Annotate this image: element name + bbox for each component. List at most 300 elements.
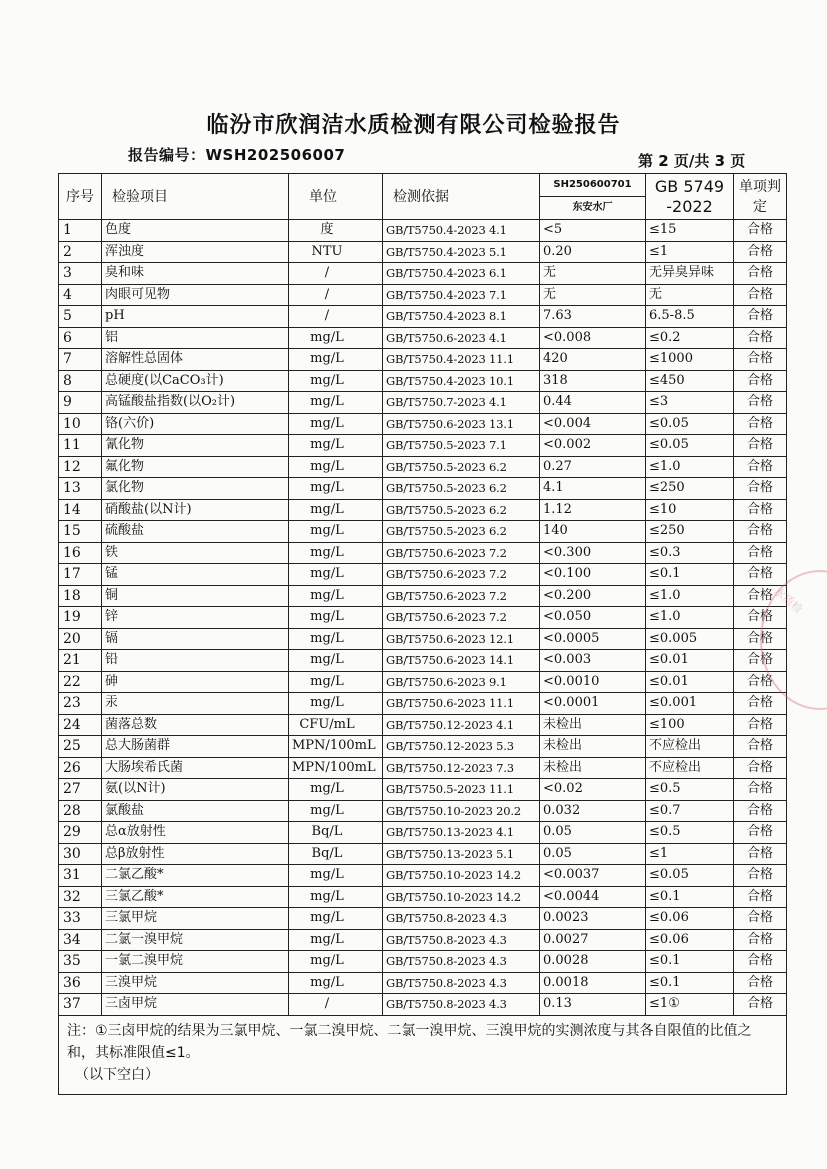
row-limit: ≤0.01 bbox=[646, 650, 734, 672]
row-limit: ≤15 bbox=[646, 220, 734, 242]
row-basis: GB/T5750.12-2023 5.3 bbox=[383, 736, 540, 758]
row-limit: 不应检出 bbox=[646, 757, 734, 779]
row-verdict: 合格 bbox=[734, 456, 787, 478]
row-limit: 无异臭异味 bbox=[646, 263, 734, 285]
row-index: 22 bbox=[59, 671, 102, 693]
table-row bbox=[59, 800, 787, 822]
row-result: <5 bbox=[540, 220, 646, 242]
row-verdict: 合格 bbox=[734, 542, 787, 564]
row-basis: GB/T5750.7-2023 4.1 bbox=[383, 392, 540, 414]
row-basis: GB/T5750.8-2023 4.3 bbox=[383, 908, 540, 930]
report-number-label: 报告编号： bbox=[128, 146, 206, 164]
row-limit: ≤0.2 bbox=[646, 327, 734, 349]
row-unit: mg/L bbox=[289, 327, 383, 349]
table-row bbox=[59, 843, 787, 865]
row-unit: mg/L bbox=[289, 908, 383, 930]
table-row bbox=[59, 413, 787, 435]
row-limit: ≤0.005 bbox=[646, 628, 734, 650]
row-unit: mg/L bbox=[289, 349, 383, 371]
table-row bbox=[59, 972, 787, 994]
row-index: 32 bbox=[59, 886, 102, 908]
table-row bbox=[59, 392, 787, 414]
row-verdict: 合格 bbox=[734, 585, 787, 607]
table-header-row bbox=[59, 174, 787, 197]
row-index: 33 bbox=[59, 908, 102, 930]
row-index: 19 bbox=[59, 607, 102, 629]
header-sample-id: SH250600701 bbox=[540, 174, 646, 197]
row-limit: ≤0.5 bbox=[646, 779, 734, 801]
table-row bbox=[59, 929, 787, 951]
row-item: 总β放射性 bbox=[102, 843, 289, 865]
table-row bbox=[59, 650, 787, 672]
row-basis: GB/T5750.6-2023 7.2 bbox=[383, 542, 540, 564]
row-verdict: 合格 bbox=[734, 865, 787, 887]
row-unit: / bbox=[289, 263, 383, 285]
row-index: 35 bbox=[59, 951, 102, 973]
table-row bbox=[59, 478, 787, 500]
table-row bbox=[59, 241, 787, 263]
row-index: 3 bbox=[59, 263, 102, 285]
row-unit: / bbox=[289, 284, 383, 306]
row-verdict: 合格 bbox=[734, 607, 787, 629]
row-limit: ≤250 bbox=[646, 521, 734, 543]
row-result: <0.300 bbox=[540, 542, 646, 564]
row-item: 铝 bbox=[102, 327, 289, 349]
row-basis: GB/T5750.8-2023 4.3 bbox=[383, 994, 540, 1016]
row-limit: ≤1.0 bbox=[646, 456, 734, 478]
row-verdict: 合格 bbox=[734, 650, 787, 672]
row-limit: ≤0.001 bbox=[646, 693, 734, 715]
row-basis: GB/T5750.8-2023 4.3 bbox=[383, 972, 540, 994]
row-verdict: 合格 bbox=[734, 478, 787, 500]
row-limit: ≤0.1 bbox=[646, 951, 734, 973]
row-item: 三溴甲烷 bbox=[102, 972, 289, 994]
row-unit: mg/L bbox=[289, 951, 383, 973]
table-row bbox=[59, 456, 787, 478]
row-limit: ≤0.5 bbox=[646, 822, 734, 844]
row-unit: mg/L bbox=[289, 671, 383, 693]
row-unit: mg/L bbox=[289, 650, 383, 672]
row-result: <0.0010 bbox=[540, 671, 646, 693]
row-limit: ≤0.06 bbox=[646, 908, 734, 930]
row-result: <0.0044 bbox=[540, 886, 646, 908]
row-unit: mg/L bbox=[289, 929, 383, 951]
table-row bbox=[59, 220, 787, 242]
row-result: 未检出 bbox=[540, 757, 646, 779]
row-item: 三氯乙酸* bbox=[102, 886, 289, 908]
row-unit: mg/L bbox=[289, 886, 383, 908]
row-limit: ≤1① bbox=[646, 994, 734, 1016]
row-basis: GB/T5750.13-2023 4.1 bbox=[383, 822, 540, 844]
table-row bbox=[59, 822, 787, 844]
row-basis: GB/T5750.12-2023 4.1 bbox=[383, 714, 540, 736]
row-index: 13 bbox=[59, 478, 102, 500]
row-item: 铁 bbox=[102, 542, 289, 564]
row-result: <0.200 bbox=[540, 585, 646, 607]
report-number-value: WSH202506007 bbox=[205, 146, 346, 164]
row-verdict: 合格 bbox=[734, 822, 787, 844]
row-limit: ≤1 bbox=[646, 843, 734, 865]
row-unit: mg/L bbox=[289, 456, 383, 478]
row-limit: 6.5-8.5 bbox=[646, 306, 734, 328]
header-verdict: 单项判定 bbox=[734, 174, 787, 220]
row-index: 24 bbox=[59, 714, 102, 736]
row-item: 二氯乙酸* bbox=[102, 865, 289, 887]
table-row bbox=[59, 327, 787, 349]
row-verdict: 合格 bbox=[734, 564, 787, 586]
page-indicator: 第 2 页/共 3 页 bbox=[638, 152, 746, 170]
row-verdict: 合格 bbox=[734, 671, 787, 693]
row-item: 大肠埃希氏菌 bbox=[102, 757, 289, 779]
row-item: 硫酸盐 bbox=[102, 521, 289, 543]
row-verdict: 合格 bbox=[734, 972, 787, 994]
row-verdict: 合格 bbox=[734, 435, 787, 457]
results-table bbox=[58, 173, 787, 1095]
row-item: 肉眼可见物 bbox=[102, 284, 289, 306]
row-basis: GB/T5750.10-2023 14.2 bbox=[383, 865, 540, 887]
table-row bbox=[59, 779, 787, 801]
row-limit: ≤1.0 bbox=[646, 585, 734, 607]
row-result: 0.0023 bbox=[540, 908, 646, 930]
row-verdict: 合格 bbox=[734, 800, 787, 822]
row-unit: mg/L bbox=[289, 585, 383, 607]
header-standard-line1: GB 5749 bbox=[654, 176, 725, 196]
row-index: 18 bbox=[59, 585, 102, 607]
row-item: 氯化物 bbox=[102, 478, 289, 500]
row-item: 锌 bbox=[102, 607, 289, 629]
row-basis: GB/T5750.6-2023 9.1 bbox=[383, 671, 540, 693]
row-basis: GB/T5750.4-2023 7.1 bbox=[383, 284, 540, 306]
row-basis: GB/T5750.4-2023 6.1 bbox=[383, 263, 540, 285]
table-row bbox=[59, 542, 787, 564]
table-row bbox=[59, 714, 787, 736]
row-unit: Bq/L bbox=[289, 822, 383, 844]
row-limit: ≤1.0 bbox=[646, 607, 734, 629]
row-basis: GB/T5750.12-2023 7.3 bbox=[383, 757, 540, 779]
row-verdict: 合格 bbox=[734, 413, 787, 435]
table-row bbox=[59, 671, 787, 693]
row-verdict: 合格 bbox=[734, 843, 787, 865]
table-row bbox=[59, 585, 787, 607]
row-result: 7.63 bbox=[540, 306, 646, 328]
table-row bbox=[59, 306, 787, 328]
row-item: 色度 bbox=[102, 220, 289, 242]
row-basis: GB/T5750.8-2023 4.3 bbox=[383, 929, 540, 951]
row-index: 16 bbox=[59, 542, 102, 564]
row-result: 0.20 bbox=[540, 241, 646, 263]
row-verdict: 合格 bbox=[734, 241, 787, 263]
row-unit: Bq/L bbox=[289, 843, 383, 865]
notes-cell bbox=[59, 1015, 787, 1094]
row-item: 菌落总数 bbox=[102, 714, 289, 736]
row-item: 铬(六价) bbox=[102, 413, 289, 435]
row-item: 二氯一溴甲烷 bbox=[102, 929, 289, 951]
row-limit: ≤10 bbox=[646, 499, 734, 521]
row-index: 37 bbox=[59, 994, 102, 1016]
row-verdict: 合格 bbox=[734, 327, 787, 349]
row-basis: GB/T5750.5-2023 7.1 bbox=[383, 435, 540, 457]
row-item: 总大肠菌群 bbox=[102, 736, 289, 758]
table-row bbox=[59, 284, 787, 306]
row-basis: GB/T5750.6-2023 12.1 bbox=[383, 628, 540, 650]
row-index: 6 bbox=[59, 327, 102, 349]
row-verdict: 合格 bbox=[734, 306, 787, 328]
table-row bbox=[59, 951, 787, 973]
row-basis: GB/T5750.5-2023 6.2 bbox=[383, 478, 540, 500]
row-item: 铜 bbox=[102, 585, 289, 607]
row-basis: GB/T5750.4-2023 10.1 bbox=[383, 370, 540, 392]
row-item: 镉 bbox=[102, 628, 289, 650]
row-limit: ≤450 bbox=[646, 370, 734, 392]
row-unit: mg/L bbox=[289, 779, 383, 801]
row-item: pH bbox=[102, 306, 289, 328]
row-verdict: 合格 bbox=[734, 714, 787, 736]
row-item: 臭和味 bbox=[102, 263, 289, 285]
row-index: 21 bbox=[59, 650, 102, 672]
row-index: 30 bbox=[59, 843, 102, 865]
seal-text: 水质检 bbox=[771, 584, 805, 616]
table-row bbox=[59, 886, 787, 908]
table-row bbox=[59, 994, 787, 1016]
header-sample-location: 东安水厂 bbox=[540, 197, 646, 220]
row-index: 8 bbox=[59, 370, 102, 392]
row-basis: GB/T5750.10-2023 14.2 bbox=[383, 886, 540, 908]
table-row bbox=[59, 736, 787, 758]
row-limit: 不应检出 bbox=[646, 736, 734, 758]
row-verdict: 合格 bbox=[734, 757, 787, 779]
row-index: 12 bbox=[59, 456, 102, 478]
row-unit: mg/L bbox=[289, 478, 383, 500]
row-basis: GB/T5750.4-2023 11.1 bbox=[383, 349, 540, 371]
row-item: 氰化物 bbox=[102, 435, 289, 457]
row-index: 5 bbox=[59, 306, 102, 328]
table-row bbox=[59, 564, 787, 586]
row-result: <0.003 bbox=[540, 650, 646, 672]
header-standard bbox=[646, 174, 734, 220]
table-row bbox=[59, 499, 787, 521]
table-row bbox=[59, 908, 787, 930]
row-index: 2 bbox=[59, 241, 102, 263]
table-row bbox=[59, 628, 787, 650]
row-limit: ≤0.3 bbox=[646, 542, 734, 564]
row-unit: mg/L bbox=[289, 607, 383, 629]
row-item: 总硬度(以CaCO₃计) bbox=[102, 370, 289, 392]
header-basis: 检测依据 bbox=[383, 174, 540, 220]
row-limit: ≤1000 bbox=[646, 349, 734, 371]
row-verdict: 合格 bbox=[734, 994, 787, 1016]
note-line-2: （以下空白） bbox=[75, 1066, 159, 1083]
row-unit: mg/L bbox=[289, 542, 383, 564]
row-item: 硝酸盐(以N计) bbox=[102, 499, 289, 521]
row-limit: ≤0.1 bbox=[646, 972, 734, 994]
header-index: 序号 bbox=[59, 174, 102, 220]
row-basis: GB/T5750.5-2023 6.2 bbox=[383, 499, 540, 521]
row-result: <0.008 bbox=[540, 327, 646, 349]
row-basis: GB/T5750.6-2023 13.1 bbox=[383, 413, 540, 435]
row-result: <0.0037 bbox=[540, 865, 646, 887]
row-verdict: 合格 bbox=[734, 951, 787, 973]
row-index: 31 bbox=[59, 865, 102, 887]
row-index: 23 bbox=[59, 693, 102, 715]
row-index: 25 bbox=[59, 736, 102, 758]
row-item: 锰 bbox=[102, 564, 289, 586]
row-basis: GB/T5750.8-2023 4.3 bbox=[383, 951, 540, 973]
row-basis: GB/T5750.4-2023 4.1 bbox=[383, 220, 540, 242]
header-standard-line2: -2022 bbox=[666, 196, 713, 216]
row-unit: CFU/mL bbox=[289, 714, 383, 736]
row-result: <0.0001 bbox=[540, 693, 646, 715]
row-result: 140 bbox=[540, 521, 646, 543]
row-limit: ≤0.05 bbox=[646, 435, 734, 457]
row-verdict: 合格 bbox=[734, 370, 787, 392]
row-unit: mg/L bbox=[289, 628, 383, 650]
row-verdict: 合格 bbox=[734, 521, 787, 543]
row-item: 一氯二溴甲烷 bbox=[102, 951, 289, 973]
row-index: 10 bbox=[59, 413, 102, 435]
row-basis: GB/T5750.6-2023 7.2 bbox=[383, 564, 540, 586]
row-result: <0.002 bbox=[540, 435, 646, 457]
row-result: 0.0027 bbox=[540, 929, 646, 951]
table-row bbox=[59, 435, 787, 457]
row-index: 14 bbox=[59, 499, 102, 521]
row-unit: mg/L bbox=[289, 521, 383, 543]
row-result: 0.05 bbox=[540, 843, 646, 865]
row-basis: GB/T5750.10-2023 20.2 bbox=[383, 800, 540, 822]
row-limit: ≤0.06 bbox=[646, 929, 734, 951]
row-result: 未检出 bbox=[540, 736, 646, 758]
table-row bbox=[59, 370, 787, 392]
row-verdict: 合格 bbox=[734, 886, 787, 908]
row-unit: mg/L bbox=[289, 564, 383, 586]
row-unit: mg/L bbox=[289, 800, 383, 822]
row-result: 0.44 bbox=[540, 392, 646, 414]
row-unit: mg/L bbox=[289, 972, 383, 994]
row-result: 318 bbox=[540, 370, 646, 392]
row-item: 氯酸盐 bbox=[102, 800, 289, 822]
row-basis: GB/T5750.6-2023 7.2 bbox=[383, 607, 540, 629]
row-result: 0.05 bbox=[540, 822, 646, 844]
row-result: <0.0005 bbox=[540, 628, 646, 650]
row-result: <0.02 bbox=[540, 779, 646, 801]
row-result: <0.004 bbox=[540, 413, 646, 435]
row-verdict: 合格 bbox=[734, 263, 787, 285]
row-index: 11 bbox=[59, 435, 102, 457]
row-unit: mg/L bbox=[289, 413, 383, 435]
table-row bbox=[59, 757, 787, 779]
row-index: 17 bbox=[59, 564, 102, 586]
notes-row bbox=[59, 1015, 787, 1094]
row-item: 溶解性总固体 bbox=[102, 349, 289, 371]
row-verdict: 合格 bbox=[734, 736, 787, 758]
row-unit: MPN/100mL bbox=[289, 736, 383, 758]
row-item: 浑浊度 bbox=[102, 241, 289, 263]
row-item: 氟化物 bbox=[102, 456, 289, 478]
row-result: 0.27 bbox=[540, 456, 646, 478]
row-limit: ≤0.1 bbox=[646, 564, 734, 586]
row-result: 1.12 bbox=[540, 499, 646, 521]
row-unit: 度 bbox=[289, 220, 383, 242]
row-verdict: 合格 bbox=[734, 929, 787, 951]
row-unit: / bbox=[289, 994, 383, 1016]
row-basis: GB/T5750.6-2023 14.1 bbox=[383, 650, 540, 672]
row-item: 三卤甲烷 bbox=[102, 994, 289, 1016]
row-result: <0.050 bbox=[540, 607, 646, 629]
table-row bbox=[59, 865, 787, 887]
row-index: 9 bbox=[59, 392, 102, 414]
row-result: 无 bbox=[540, 284, 646, 306]
header-item: 检验项目 bbox=[102, 174, 289, 220]
row-index: 15 bbox=[59, 521, 102, 543]
row-basis: GB/T5750.6-2023 4.1 bbox=[383, 327, 540, 349]
row-index: 28 bbox=[59, 800, 102, 822]
row-index: 27 bbox=[59, 779, 102, 801]
row-unit: / bbox=[289, 306, 383, 328]
row-item: 氨(以N计) bbox=[102, 779, 289, 801]
row-verdict: 合格 bbox=[734, 499, 787, 521]
row-index: 29 bbox=[59, 822, 102, 844]
row-result: 4.1 bbox=[540, 478, 646, 500]
table-row bbox=[59, 693, 787, 715]
row-limit: 无 bbox=[646, 284, 734, 306]
row-limit: ≤0.05 bbox=[646, 865, 734, 887]
report-number bbox=[128, 144, 345, 165]
row-limit: ≤1 bbox=[646, 241, 734, 263]
row-verdict: 合格 bbox=[734, 392, 787, 414]
row-index: 1 bbox=[59, 220, 102, 242]
table-row bbox=[59, 349, 787, 371]
header-unit: 单位 bbox=[289, 174, 383, 220]
row-index: 34 bbox=[59, 929, 102, 951]
row-index: 4 bbox=[59, 284, 102, 306]
row-index: 26 bbox=[59, 757, 102, 779]
row-limit: ≤0.7 bbox=[646, 800, 734, 822]
table-row bbox=[59, 607, 787, 629]
row-item: 总α放射性 bbox=[102, 822, 289, 844]
row-result: 未检出 bbox=[540, 714, 646, 736]
row-limit: ≤100 bbox=[646, 714, 734, 736]
row-limit: ≤0.1 bbox=[646, 886, 734, 908]
row-unit: mg/L bbox=[289, 865, 383, 887]
row-result: 0.0018 bbox=[540, 972, 646, 994]
row-index: 36 bbox=[59, 972, 102, 994]
row-verdict: 合格 bbox=[734, 779, 787, 801]
row-unit: NTU bbox=[289, 241, 383, 263]
row-limit: ≤0.05 bbox=[646, 413, 734, 435]
row-limit: ≤0.01 bbox=[646, 671, 734, 693]
row-item: 高锰酸盐指数(以O₂计) bbox=[102, 392, 289, 414]
row-unit: mg/L bbox=[289, 370, 383, 392]
row-unit: mg/L bbox=[289, 693, 383, 715]
row-unit: mg/L bbox=[289, 392, 383, 414]
row-basis: GB/T5750.6-2023 7.2 bbox=[383, 585, 540, 607]
table-row bbox=[59, 521, 787, 543]
row-item: 砷 bbox=[102, 671, 289, 693]
row-limit: ≤3 bbox=[646, 392, 734, 414]
row-verdict: 合格 bbox=[734, 628, 787, 650]
row-index: 20 bbox=[59, 628, 102, 650]
row-result: <0.100 bbox=[540, 564, 646, 586]
row-unit: MPN/100mL bbox=[289, 757, 383, 779]
row-item: 汞 bbox=[102, 693, 289, 715]
row-verdict: 合格 bbox=[734, 349, 787, 371]
row-basis: GB/T5750.5-2023 6.2 bbox=[383, 521, 540, 543]
row-basis: GB/T5750.5-2023 6.2 bbox=[383, 456, 540, 478]
note-line-1: 注：①三卤甲烷的结果为三氯甲烷、一氯二溴甲烷、二氯一溴甲烷、三溴甲烷的实测浓度与其各自限值的比值之和，其标准限值≤1。 bbox=[67, 1022, 752, 1061]
row-unit: mg/L bbox=[289, 435, 383, 457]
row-basis: GB/T5750.4-2023 5.1 bbox=[383, 241, 540, 263]
row-result: 420 bbox=[540, 349, 646, 371]
row-result: 0.0028 bbox=[540, 951, 646, 973]
